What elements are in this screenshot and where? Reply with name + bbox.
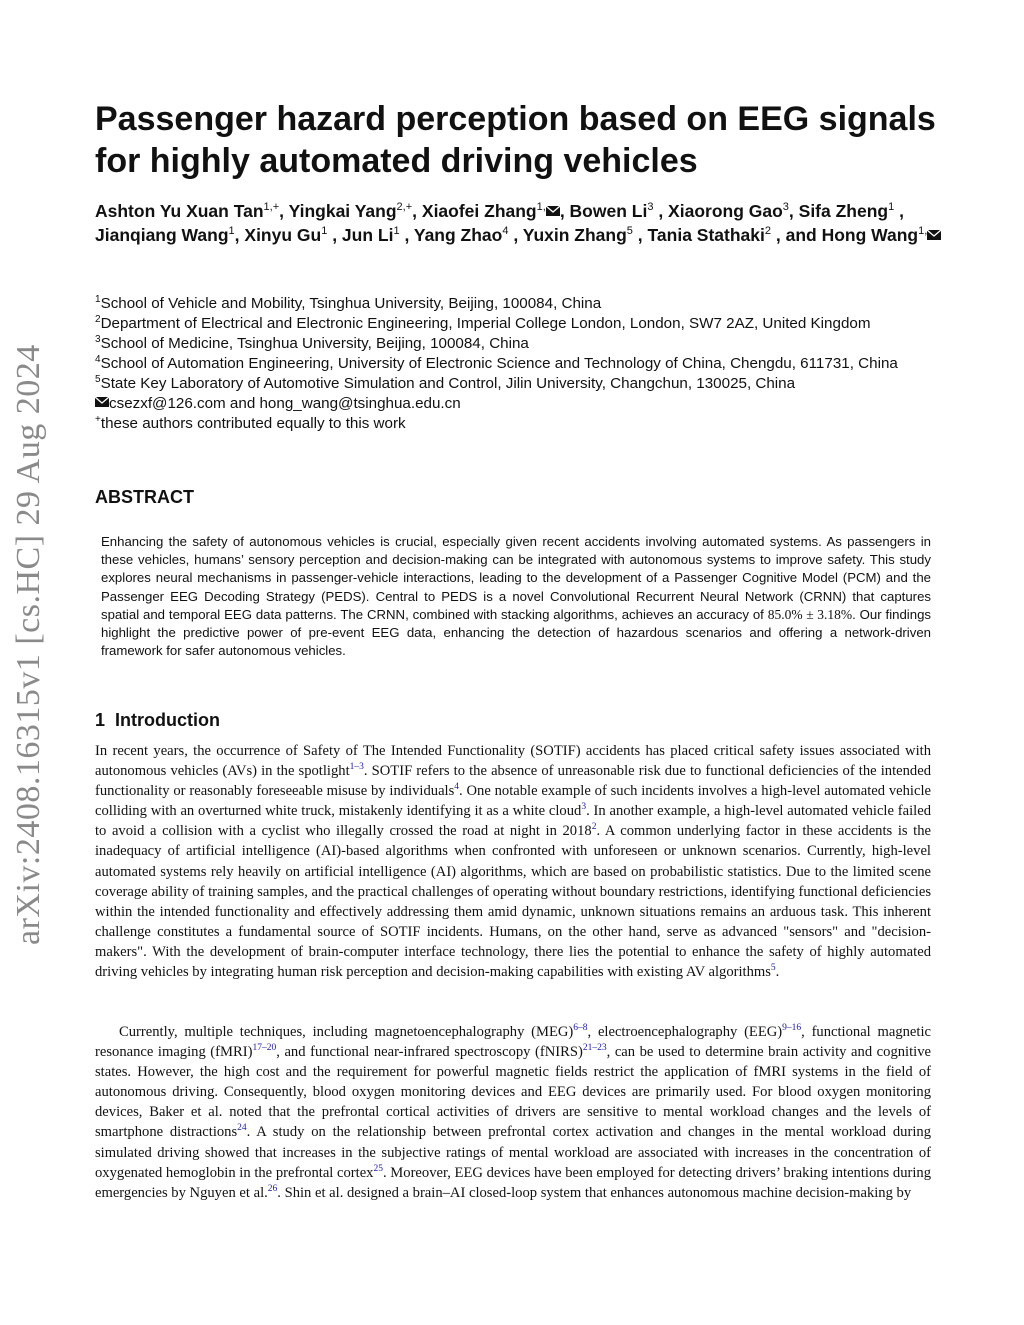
paragraph-text: , functional magnetic resonance imaging (fMRI) <box>95 1024 931 1061</box>
author-affiliation-mark: 1 <box>321 225 328 237</box>
affiliation-number: 1 <box>95 294 101 305</box>
affiliation-text: School of Automation Engineering, University of Electronic Science and Technology of China, Chengdu, 611731, China <box>100 355 898 372</box>
citation-link[interactable]: 1–3 <box>349 762 364 773</box>
paragraph-text: . A common underlying factor in these accidents is the inadequacy of artificial intelligence (AI)-based algorithms when confronted with unforeseen or unknown scenarios. Currently, high-level automated systems rely heavily on artificial intelligence (AI) algorithms, which are based on probabilistic statistics. Due to the limited scene coverage ability of training samples, and the practical challenges of operating without boundary restrictions, identifying functional deficiencies within the intended functionality and effectively addressing them amid dynamic, unknown situations remains an arduous task. This inherent challenge constitutes a fundamental source of SOTIF incidents. Humans, on the other hand, serve as advanced "sensors" and "decision-makers". With the development of brain-computer interface technology, there lies the potential to enhance the safety of highly automated driving vehicles by integrating human risk perception and decision-making capabilities with existing AV algorithms <box>95 823 931 981</box>
paragraph-text: . SOTIF refers to the absence of unreasonable risk due to functional deficiencies of the intended functionality or reasonably foreseeable misuse by individuals <box>95 763 931 800</box>
affiliation-item <box>95 314 940 334</box>
affiliation-number: 2 <box>95 314 101 325</box>
author-separator: , <box>327 225 342 245</box>
abstract-text-before: Enhancing the safety of autonomous vehicles is crucial, especially given recent accidents involving automated systems. As passengers in these vehicles, humans’ sensory perception and decision-making can be integrated with autonomous systems to improve safety. This study explores neural mechanisms in passenger-vehicle interactions, leading to the development of a Passenger Cognitive Model (PCM) and the Passenger EEG Decoding Strategy (PEDS). Central to PEDS is a novel Convolutional Recurrent Neural Network (CRNN) that captures spatial and temporal EEG data patterns. The CRNN, combined with stacking algorithms, achieves an accuracy of <box>101 534 931 622</box>
affiliation-number: 5 <box>95 374 101 385</box>
author-affiliation-mark: 1, <box>536 201 546 213</box>
paragraph-text: , electroencephalography (EEG) <box>587 1024 783 1040</box>
author-separator: , <box>234 225 245 245</box>
paragraph-text: Currently, multiple techniques, including magnetoencephalography (MEG) <box>119 1024 574 1040</box>
author-separator: , <box>399 225 414 245</box>
paragraph-text: . Shin et al. designed a brain–AI closed-loop system that enhances autonomous machine decision-making by <box>277 1184 912 1201</box>
author-name: Yang Zhao <box>413 225 503 245</box>
author-separator: , <box>559 201 570 221</box>
citation-link[interactable]: 9–16 <box>782 1023 802 1033</box>
paragraph-text: , can be used to determine brain activity and cognitive states. However, the high cost and the requirement for powerful magnetic fields restrict the application of fMRI systems in the field of autonomous driving. Consequently, blood oxygen monitoring devices and EEG devices are primarily used. For blood oxygen monitoring devices, Baker et al. noted that the prefrontal cortical activities of drivers are sensitive to mental workload changes and the levels of smartphone distractions <box>95 1044 931 1141</box>
citation-link[interactable]: 4 <box>454 782 460 793</box>
author-name: Xiaofei Zhang <box>421 201 537 221</box>
citation-link[interactable]: 3 <box>581 802 587 813</box>
author-name: Yingkai Yang <box>288 201 397 221</box>
author-name: Sifa Zheng <box>798 201 889 221</box>
author-name: Ashton Yu Xuan Tan <box>95 201 264 221</box>
author-separator: , <box>894 201 904 221</box>
envelope-icon <box>927 230 941 240</box>
citation-link[interactable]: 24 <box>237 1123 247 1134</box>
author-affiliation-mark: 1,+ <box>263 201 280 213</box>
abstract-heading: ABSTRACT <box>95 487 194 507</box>
author-affiliation-mark: 1, <box>918 225 928 237</box>
citation-link[interactable]: 6–8 <box>573 1023 588 1033</box>
author-affiliation-mark: 5 <box>626 225 633 237</box>
citation-link[interactable]: 17–20 <box>252 1043 277 1054</box>
equal-contribution-note <box>95 414 940 434</box>
paragraph-text: . <box>775 964 780 981</box>
affiliation-text: School of Vehicle and Mobility, Tsinghua University, Beijing, 100084, China <box>100 295 602 312</box>
paragraph-text: . Moreover, EEG devices have been employed for detecting drivers’ braking intentions during emergencies by Nguyen et al. <box>95 1164 931 1201</box>
envelope-icon <box>546 206 560 216</box>
affiliations <box>95 294 940 434</box>
abstract-text-after: . Our findings highlight the predictive power of pre-event EEG data, enhancing the detection of hazardous scenarios and offering a network-driven framework for safer autonomous vehicles. <box>101 606 931 659</box>
affiliation-number: 4 <box>95 354 101 365</box>
citation-link[interactable]: 2 <box>591 822 597 833</box>
arxiv-side-stamp: arXiv:2408.16315v1 [cs.HC] 29 Aug 2024 <box>10 344 47 945</box>
paragraph-text: . In another example, a high-level automated vehicle failed to avoid a collision with a cyclist who illegally crossed the road at night in 2018 <box>95 803 931 840</box>
author-affiliation-mark: 1 <box>228 225 235 237</box>
affiliation-item <box>95 294 940 314</box>
author-separator: , <box>653 201 669 221</box>
author-name: Xiaorong Gao <box>668 201 783 221</box>
author-name: Yuxin Zhang <box>522 225 627 245</box>
paragraph-text: . A study on the relationship between prefrontal cortex activation and changes in the mental workload during simulated driving showed that increases in the subjective ratings of mental workload are associated with increases in the concentration of oxygenated hemoglobin in the prefrontal cortex <box>95 1124 931 1181</box>
envelope-icon <box>95 397 109 407</box>
equal-contribution-text: these authors contributed equally to this work <box>100 415 406 432</box>
affiliation-number: 3 <box>95 334 101 345</box>
abstract-accuracy: 85.0% ± 3.18% <box>767 606 853 622</box>
author-affiliation-mark: 3 <box>782 201 789 213</box>
affiliation-text: School of Medicine, Tsinghua University, Beijing, 100084, China <box>100 335 529 352</box>
affiliation-item <box>95 354 940 374</box>
affiliation-item <box>95 374 940 394</box>
author-separator: , <box>788 201 799 221</box>
citation-link[interactable]: 5 <box>770 963 776 974</box>
author-separator: , <box>508 225 523 245</box>
citation-link[interactable]: 26 <box>267 1183 278 1194</box>
author-separator: , <box>632 225 648 245</box>
affiliation-text: Department of Electrical and Electronic Engineering, Imperial College London, London, SW7 2AZ, United Kingdom <box>100 315 871 332</box>
abstract-body <box>101 533 931 660</box>
author-name: Xinyu Gu <box>244 225 322 245</box>
affiliation-text: State Key Laboratory of Automotive Simulation and Control, Jilin University, Changchun, 130025, China <box>100 375 796 392</box>
author-affiliation-mark: 1 <box>888 201 895 213</box>
author-affiliation-mark: 4 <box>502 225 509 237</box>
author-name: Tania Stathaki <box>647 225 765 245</box>
section-heading-introduction <box>95 710 220 731</box>
author-name: Bowen Li <box>569 201 648 221</box>
intro-paragraph-1 <box>95 741 931 982</box>
section-number: 1 <box>95 710 106 730</box>
author-affiliation-mark: 1 <box>393 225 400 237</box>
paragraph-text: . One notable example of such incidents involves a high-level automated vehicle colliding with an overturned white truck, mistakenly identifying it as a white cloud <box>95 783 931 820</box>
contact-emails: csezxf@126.com and hong_wang@tsinghua.edu.cn <box>109 395 461 412</box>
citation-link[interactable]: 25 <box>373 1163 383 1174</box>
author-separator: , and <box>771 225 822 245</box>
author-separator: , <box>412 201 422 221</box>
author-name: Jianqiang Wang <box>95 225 229 245</box>
affiliation-list <box>95 294 940 394</box>
paragraph-text: In recent years, the occurrence of Safety of The Intended Functionality (SOTIF) accidents has placed critical safety issues associated with autonomous vehicles (AVs) in the spotlight <box>95 743 931 780</box>
contact-line <box>95 394 940 414</box>
author-affiliation-mark: 2,+ <box>396 201 413 213</box>
author-affiliation-mark: 2 <box>764 225 771 237</box>
affiliation-item <box>95 334 940 354</box>
equal-contribution-mark: + <box>95 414 101 425</box>
paper-title: Passenger hazard perception based on EEG signals for highly automated driving vehicles <box>95 100 936 180</box>
author-name: Jun Li <box>341 225 394 245</box>
section-title: Introduction <box>115 710 220 730</box>
author-list <box>95 199 945 247</box>
author-name: Hong Wang <box>821 225 919 245</box>
intro-paragraph-2 <box>95 1022 931 1203</box>
author-separator: , <box>279 201 289 221</box>
paragraph-text: , and functional near-infrared spectroscopy (fNIRS) <box>276 1044 583 1061</box>
author-affiliation-mark: 3 <box>647 201 654 213</box>
citation-link[interactable]: 21–23 <box>582 1043 607 1054</box>
